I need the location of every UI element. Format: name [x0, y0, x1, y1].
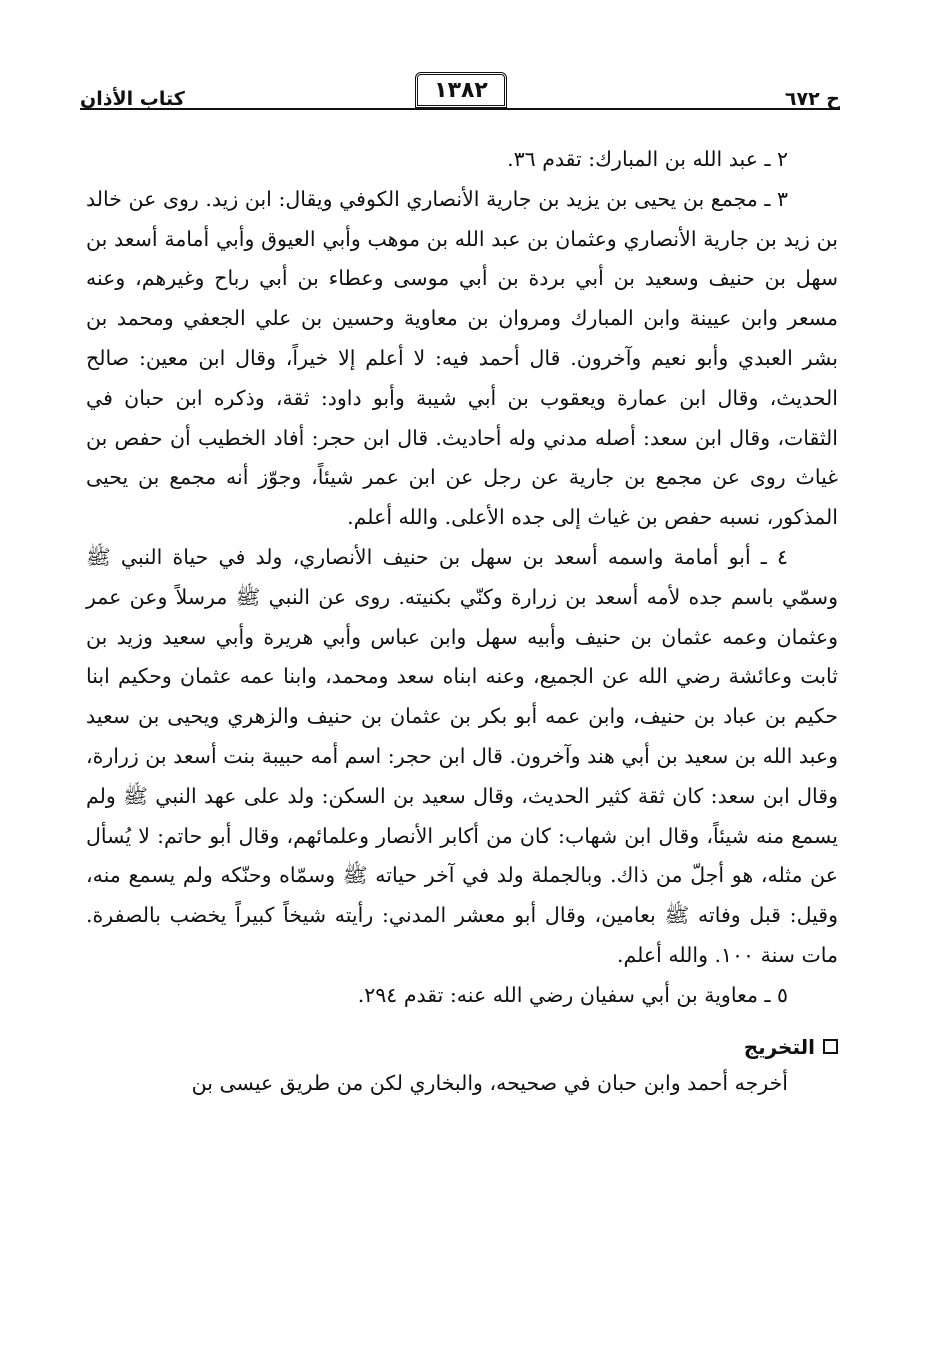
page-header	[80, 68, 840, 112]
page-number: ١٣٨٢	[415, 72, 507, 108]
takhrij-heading	[86, 1030, 838, 1064]
chapter-title: كتاب الأذان	[80, 88, 185, 110]
takhrij-heading-label: التخريج	[743, 1034, 815, 1059]
square-bullet-icon	[823, 1039, 838, 1054]
narrator-4-paragraph: ٤ ـ أبو أمامة واسمه أسعد بن سهل بن حنيف الأنصاري، ولد في حياة النبي ﷺ وسمّي باسم جده لأمه أسعد بن زرارة وكنّي بكنيته. روى عن النبي ﷺ مرسلاً وعن عمر وعثمان وعمه عثمان بن حنيف وأبيه سهل وابن عباس وأبي هريرة وأبي سعيد وزيد بن ثابت وعائشة رضي الله عن الجميع، وعنه ابناه سعد ومحمد، وابنا عمه عثمان وحكيم ابنا حكيم بن عباد بن حنيف، وابن عمه أبو بكر بن عثمان بن حنيف والزهري ويحيى بن سعيد وعبد الله بن سعيد بن أبي هند وآخرون. قال ابن حجر: اسم أمه حبيبة بنت أسعد بن زرارة، وقال ابن سعد: كان ثقة كثير الحديث، وقال سعيد بن السكن: ولد على عهد النبي ﷺ ولم يسمع منه شيئاً، وقال ابن شهاب: كان من أكابر الأنصار وعلمائهم، وقال أبو حاتم: لا يُسأل عن مثله، هو أجلّ من ذاك. وبالجملة ولد في آخر حياته ﷺ وسمّاه وحنّكه ولم يسمع منه، وقيل: قبل وفاته ﷺ بعامين، وقال أبو معشر المدني: رأيته شيخاً كبيراً يخضب بالصفرة. مات سنة ١٠٠. والله أعلم.	[86, 544, 838, 967]
narrator-5-paragraph: ٥ ـ معاوية بن أبي سفيان رضي الله عنه: تقدم ٢٩٤.	[357, 982, 788, 1007]
takhrij-paragraph: أخرجه أحمد وابن حبان في صحيحه، والبخاري لكن من طريق عيسى بن	[191, 1070, 788, 1095]
header-rule	[80, 108, 840, 110]
narrator-3-paragraph: ٣ ـ مجمع بن يحيى بن يزيد بن جارية الأنصاري الكوفي ويقال: ابن زيد. روى عن خالد بن زيد بن جارية الأنصاري وعثمان بن عبد الله بن موهب وأبي العيوق وأبي أمامة أسعد بن سهل بن حنيف وسعيد بن أبي بردة بن أبي موسى وعطاء بن أبي رباح وغيرهم، وعنه مسعر وابن عيينة وابن المبارك ومروان بن معاوية وحسين بن علي الجعفي ومحمد بن بشر العبدي وأبو نعيم وآخرون. قال أحمد فيه: لا أعلم إلا خيراً، وقال ابن معين: صالح الحديث، وقال ابن عمارة ويعقوب بن أبي شيبة وأبو داود: ثقة، وذكره ابن حبان في الثقات، وقال ابن سعد: أصله مدني وله أحاديث. قال ابن حجر: أفاد الخطيب أن حفص بن غياث روى عن مجمع بن جارية عن رجل عن ابن عمر شيئاً، وجوّز أنه مجمع بن يحيى المذكور، نسبه حفص بن غياث إلى جده الأعلى. والله أعلم.	[86, 186, 838, 530]
narrator-2-paragraph: ٢ ـ عبد الله بن المبارك: تقدم ٣٦.	[507, 147, 788, 171]
page-body	[86, 140, 838, 1103]
hadith-number: ح ٦٧٢	[784, 88, 840, 110]
